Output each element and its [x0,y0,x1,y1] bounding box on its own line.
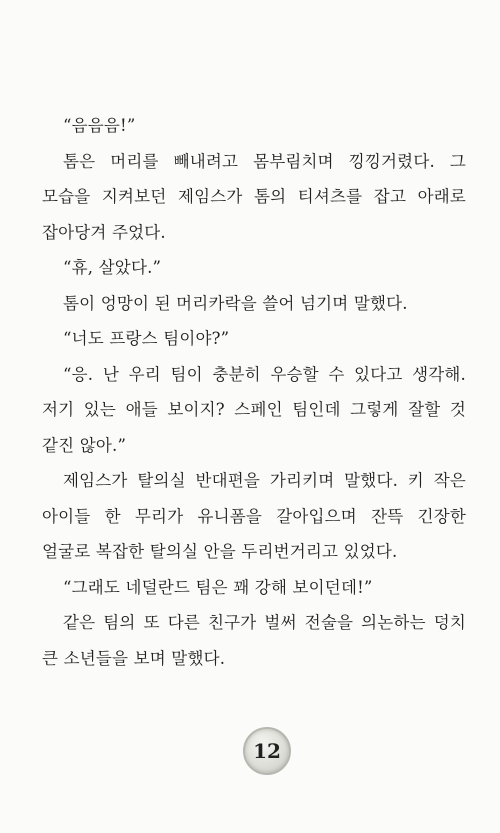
paragraph: 제임스가 탈의실 반대편을 가리키며 말했다. 키 작은 아이들 한 무리가 유니폼을 갈아입으며 잔뜩 긴장한 얼굴로 복잡한 탈의실 안을 두리번거리고 있었다. [42,471,466,561]
paragraph: “휴, 살았다.” [63,258,162,277]
page-number-badge [243,727,291,775]
paragraph: “응. 난 우리 팀이 충분히 우승할 수 있다고 생각해. 저기 있는 애들 보이지? 스페인 팀인데 그렇게 잘할 것 같진 않아.” [42,364,466,455]
paragraph: 같은 팀의 또 다른 친구가 벌써 전술을 의논하는 덩치 큰 소년들을 보며 말했다. [42,613,466,668]
paragraph: “너도 프랑스 팀이야?” [63,329,230,348]
paragraph: “음음음!” [63,116,136,135]
body-text [42,108,466,676]
paragraph: “그래도 네덜란드 팀은 꽤 강해 보이던데!” [63,577,373,597]
page-number: 12 [253,739,281,763]
paragraph: 톰이 엉망이 된 머리카락을 쓸어 넘기며 말했다. [63,293,408,313]
page-number-marker [243,727,291,775]
paragraph: 톰은 머리를 빼내려고 몸부림치며 낑낑거렸다. 그 모습을 지켜보던 제임스가 톰의 티셔츠를 잡고 아래로 잡아당겨 주었다. [42,151,466,242]
